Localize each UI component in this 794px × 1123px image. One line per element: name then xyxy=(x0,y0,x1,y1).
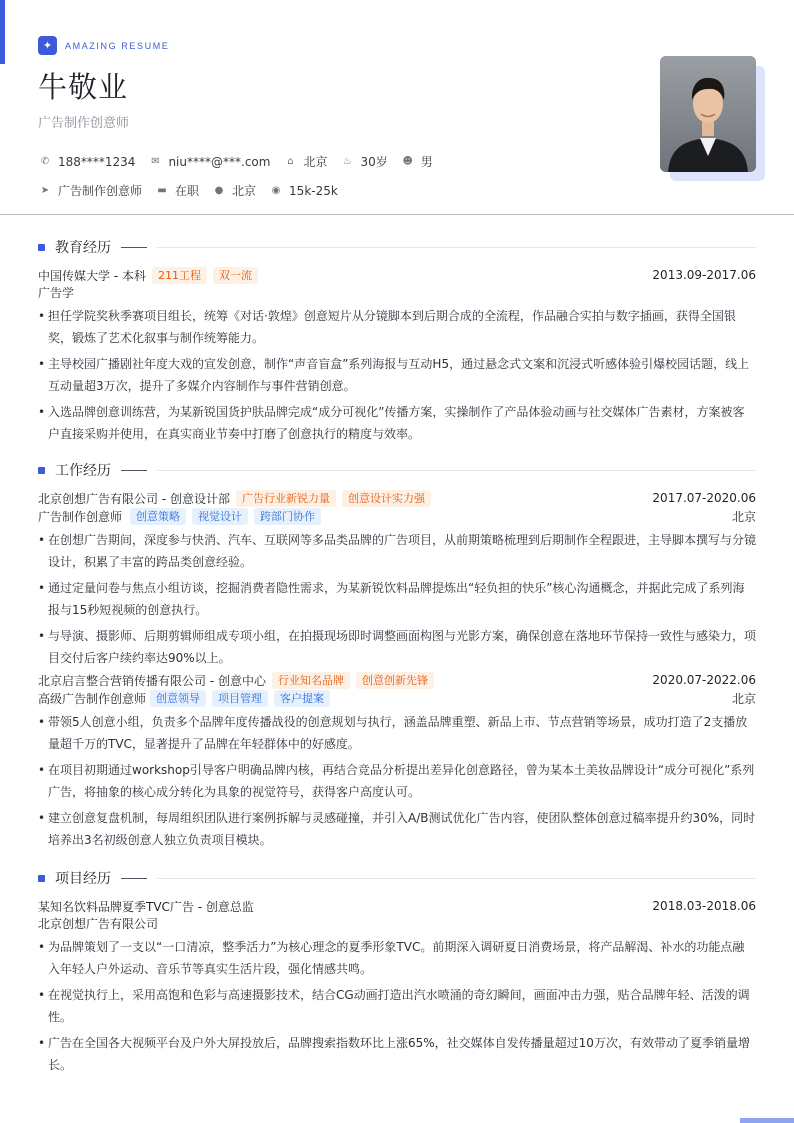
work-date: 2020.07-2022.06 xyxy=(652,673,756,687)
job-intent-row xyxy=(38,182,756,199)
list-item: • 在创想广告期间，深度参与快消、汽车、互联网等多品类品牌的广告项目，从前期策略梳理到后期制作全程跟进，主导脚本撰写与分镜设计，积累了丰富的跨品类创意经验。 xyxy=(38,529,756,573)
status-item xyxy=(155,182,199,199)
company-tag: 创意创新先锋 xyxy=(356,672,434,689)
list-item: • 为品牌策划了一支以“一口清凉，整季活力”为核心理念的夏季形象TVC。前期深入调研夏日消费场景，将产品解渴、补水的功能点融入年轻人户外运动、音乐节等真实生活片段，强化情感共鸣。 xyxy=(38,936,756,980)
work-entry xyxy=(38,671,756,851)
header-divider xyxy=(0,214,794,215)
school-tag: 211工程 xyxy=(152,267,207,284)
education-org-group xyxy=(38,267,258,284)
resume-body xyxy=(38,234,756,1076)
accent-bar xyxy=(0,0,5,64)
contact-row xyxy=(38,153,756,170)
work-entry xyxy=(38,489,756,669)
list-item: • 建立创意复盘机制，每周组织团队进行案例拆解与灵感碰撞，并引入A/B测试优化广告内容，使团队整体创意过稿率提升约30%，同时培养出3名初级创意人独立负责项目模块。 xyxy=(38,807,756,851)
job-role: 高级广告制作创意师 xyxy=(38,691,147,706)
school-name: 中国传媒大学 - 本科 xyxy=(38,268,146,283)
resume-header xyxy=(38,36,756,199)
project-date: 2018.03-2018.06 xyxy=(652,899,756,913)
work-city: 北京 xyxy=(731,509,756,524)
company-name: 北京启言整合营销传播有限公司 - 创意中心 xyxy=(38,673,266,688)
skill-tag: 视觉设计 xyxy=(192,508,248,525)
company-tag: 创意设计实力强 xyxy=(342,490,431,507)
list-item: • 主导校园广播剧社年度大戏的宣发创意，制作“声音盲盒”系列海报与互动H5，通过悬念式文案和沉浸式听感体验引爆校园话题，线上互动量超3万次，提升了多媒介内容制作与事件营销创意。 xyxy=(38,353,756,397)
section-title: 教育经历 xyxy=(55,240,111,256)
salary-text: 15k-25k xyxy=(289,183,338,198)
brand xyxy=(38,36,756,55)
bottom-accent-bar xyxy=(740,1118,794,1123)
work-role-row xyxy=(38,689,756,707)
skill-tag: 创意领导 xyxy=(150,690,206,707)
education-section xyxy=(38,234,756,445)
work-city: 北京 xyxy=(731,691,756,706)
work-role-row xyxy=(38,507,756,525)
section-rule-short xyxy=(121,878,147,879)
target-job-text: 广告制作创意师 xyxy=(58,184,143,198)
list-item: • 通过定量问卷与焦点小组访谈，挖掘消费者隐性需求，为某新锐饮料品牌提炼出“轻负担的快乐”核心沟通概念，并据此完成了系列海报与15秒短视频的创意执行。 xyxy=(38,577,756,621)
hometown-item xyxy=(283,153,327,170)
avatar xyxy=(660,56,756,172)
target-job-item xyxy=(38,182,142,199)
email-item xyxy=(148,155,270,169)
list-item: • 与导演、摄影师、后期剪辑师组成专项小组，在拍摄现场即时调整画面构图与光影方案，确保创意在落地环节保持一致性与感染力，项目交付后客户续约率达90%以上。 xyxy=(38,625,756,669)
list-item: • 带领5人创意小组，负责多个品牌年度传播战役的创意规划与执行，涵盖品牌重塑、新品上市、节点营销等场景，成功打造了2支播放量超千万的TVC，显著提升了品牌在年轻群体中的好感度。 xyxy=(38,711,756,755)
gender-item xyxy=(401,153,433,170)
phone-icon: ✆ xyxy=(40,156,50,167)
section-rule-short xyxy=(121,247,147,248)
location-text: 北京 xyxy=(232,184,257,198)
age-item xyxy=(340,153,387,170)
section-marker xyxy=(38,875,45,882)
section-rule-long xyxy=(157,470,756,471)
project-heading xyxy=(38,865,756,891)
work-section xyxy=(38,457,756,851)
work-org-group xyxy=(38,672,434,689)
skill-tag: 创意策略 xyxy=(130,508,186,525)
list-item: • 在视觉执行上，采用高饱和色彩与高速摄影技术，结合CG动画打造出汽水喷涌的奇幻瞬间，画面冲击力强，贴合品牌年轻、活泼的调性。 xyxy=(38,984,756,1028)
list-item: • 在项目初期通过workshop引导客户明确品牌内核，再结合竞品分析提出差异化创意路径，曾为某本土美妆品牌设计“成分可视化”系列广告，将抽象的核心成分转化为具象的视觉符号，获得客户高度认可。 xyxy=(38,759,756,803)
location-icon: ● xyxy=(214,185,224,196)
work-org-group xyxy=(38,490,431,507)
education-header-row xyxy=(38,266,756,284)
portrait-photo xyxy=(660,56,756,172)
mail-icon: ✉ xyxy=(151,156,160,167)
work-bullets xyxy=(38,711,756,851)
status-text: 在职 xyxy=(175,184,200,198)
section-marker xyxy=(38,467,45,474)
school-tag: 双一流 xyxy=(213,267,258,284)
section-rule-short xyxy=(121,470,147,471)
salary-item xyxy=(269,184,338,198)
salary-icon: ◉ xyxy=(271,185,281,196)
section-title: 工作经历 xyxy=(55,463,111,479)
location-item xyxy=(212,182,256,199)
work-bullets xyxy=(38,529,756,669)
project-name: 某知名饮料品牌夏季TVC广告 - 创意总监 xyxy=(38,899,254,914)
send-icon: ➤ xyxy=(40,185,50,196)
education-bullets xyxy=(38,305,756,445)
hometown-text: 北京 xyxy=(303,155,328,169)
skill-tag: 项目管理 xyxy=(212,690,268,707)
project-header-row xyxy=(38,897,756,915)
home-icon: ⌂ xyxy=(287,156,294,167)
education-date: 2013.09-2017.06 xyxy=(652,268,756,282)
work-header-row xyxy=(38,489,756,507)
company-tag: 行业知名品牌 xyxy=(272,672,350,689)
status-icon: ▬ xyxy=(157,185,167,196)
section-rule-long xyxy=(157,247,756,248)
candidate-name: 牛敬业 xyxy=(38,70,129,104)
phone-text: 188****1234 xyxy=(58,154,136,169)
project-bullets xyxy=(38,936,756,1076)
major: 广告学 xyxy=(38,286,75,300)
job-role: 广告制作创意师 xyxy=(38,509,123,524)
sparkle-icon: ✦ xyxy=(38,36,57,55)
project-company: 北京创想广告有限公司 xyxy=(38,917,159,931)
project-entry xyxy=(38,897,756,1076)
skill-tag: 跨部门协作 xyxy=(254,508,321,525)
list-item: • 入选品牌创意训练营，为某新锐国货护肤品牌完成“成分可视化”传播方案，实操制作了产品体验动画与社交媒体广告素材，方案被客户直接采购并使用，在真实商业节奏中打磨了创意执行的精度与效率。 xyxy=(38,401,756,445)
candidate-title: 广告制作创意师 xyxy=(38,116,130,131)
company-name: 北京创想广告有限公司 - 创意设计部 xyxy=(38,491,230,506)
education-entry xyxy=(38,266,756,445)
section-title: 项目经历 xyxy=(55,871,111,887)
gender-icon: ☻ xyxy=(402,156,413,167)
email-text: niu****@***.com xyxy=(168,154,271,169)
phone-item xyxy=(38,155,135,169)
list-item: • 广告在全国各大视频平台及户外大屏投放后，品牌搜索指数环比上涨65%，社交媒体自发传播量超过10万次，有效带动了夏季销量增长。 xyxy=(38,1032,756,1076)
section-rule-long xyxy=(157,878,756,879)
skill-tag: 客户提案 xyxy=(274,690,330,707)
section-marker xyxy=(38,244,45,251)
work-header-row xyxy=(38,671,756,689)
work-date: 2017.07-2020.06 xyxy=(652,491,756,505)
cake-icon: ♨ xyxy=(342,156,352,167)
project-section xyxy=(38,865,756,1076)
work-role-group xyxy=(38,690,330,707)
company-tag: 广告行业新锐力量 xyxy=(236,490,336,507)
brand-text: AMAZING RESUME xyxy=(65,40,170,51)
gender-text: 男 xyxy=(420,155,433,169)
age-text: 30岁 xyxy=(360,155,388,169)
list-item: • 担任学院奖秋季赛项目组长，统筹《对话·敦煌》创意短片从分镜脚本到后期合成的全流程，作品融合实拍与数字插画，获得全国银奖，锻炼了艺术化叙事与制作统筹能力。 xyxy=(38,305,756,349)
work-heading xyxy=(38,457,756,483)
work-role-group xyxy=(38,508,321,525)
education-heading xyxy=(38,234,756,260)
